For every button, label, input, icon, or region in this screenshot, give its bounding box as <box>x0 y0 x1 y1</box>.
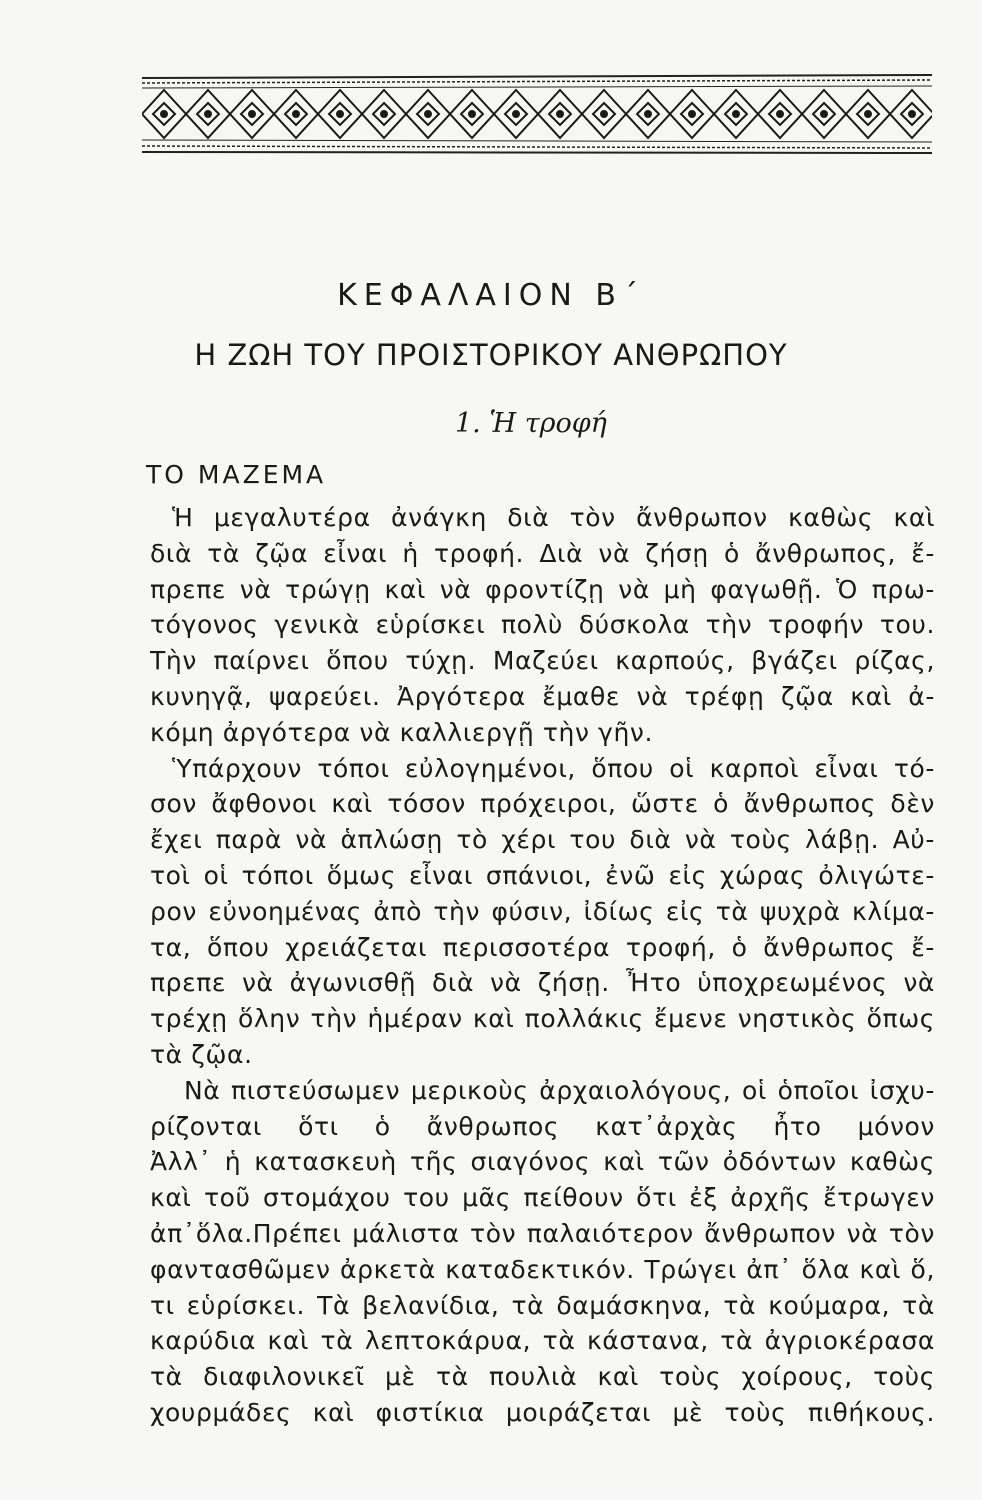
text-line: πρεπε νὰ ἀγωνισθῇ διὰ νὰ ζήσῃ. Ἦτο ὑποχρεωμένος νὰ <box>150 968 935 998</box>
ornament-dot <box>821 111 827 117</box>
text-line: τόγονος γενικὰ εὑρίσκει πολὺ δύσκολα τὴν τροφήν του. <box>150 610 935 640</box>
ornament-dot <box>909 111 915 117</box>
ornament-dot <box>205 111 211 117</box>
text-line: Ἡ μεγαλυτέρα ἀνάγκη διὰ τὸν ἄνθρωπον καθὼς καὶ <box>172 503 935 532</box>
paragraph-2 <box>150 751 935 1073</box>
text-line: τὰ διαφιλονικεῖ μὲ τὰ πουλιὰ καὶ τοὺς χοίρους, τοὺς <box>150 1362 935 1392</box>
ornament-dot <box>601 111 607 117</box>
ornament-dot <box>425 111 431 117</box>
decorative-border-ornament <box>142 72 932 158</box>
text-line: τι εὑρίσκει. Τὰ βελανίδια, τὰ δαμάσκηνα, τὰ κούμαρα, τὰ <box>150 1290 935 1320</box>
text-line: Ὑπάρχουν τόποι εὐλογημένοι, ὅπου οἱ καρποὶ εἶναι τό- <box>172 753 935 783</box>
side-heading: ΤΟ ΜΑΖΕΜΑ <box>146 460 327 489</box>
ornament-dot <box>689 111 695 117</box>
text-line: Τὴν παίρνει ὅπου τύχῃ. Μαζεύει καρπούς, βγάζει ρίζας, <box>150 646 935 676</box>
paragraph-1 <box>150 500 935 751</box>
ornament-dot <box>645 111 651 117</box>
text-line: σον ἄφθονοι καὶ τόσον πρόχειροι, ὥστε ὁ ἄνθρωπος δὲν <box>150 789 935 819</box>
text-line: πρεπε νὰ τρώγῃ καὶ νὰ φροντίζῃ νὰ μὴ φαγωθῇ. Ὁ πρω- <box>150 574 935 604</box>
text-line: χουρμάδες καὶ φιστίκια μοιράζεται μὲ τοὺς πιθήκους. <box>150 1397 935 1427</box>
chapter-heading: ΚΕΦΑΛΑΙΟΝ Β΄ <box>337 278 645 313</box>
text-line: διὰ τὰ ζῷα εἶναι ἡ τροφή. Διὰ νὰ ζήσῃ ὁ ἄνθρωπος, ἔ- <box>150 538 935 568</box>
text-line: τρέχῃ ὅλην τὴν ἡμέραν καὶ πολλάκις ἔμενε νηστικὸς ὅπως <box>150 1004 935 1034</box>
paragraph-3 <box>150 1073 935 1431</box>
text-line: ρίζονται ὅτι ὁ ἄνθρωπος κατ᾽ἀρχὰς ἦτο μόνον <box>150 1111 935 1141</box>
chapter-title: Η ΖΩΗ ΤΟΥ ΠΡΟΙΣΤΟΡΙΚΟΥ ΑΝΘΡΩΠΟΥ <box>194 338 788 372</box>
ornament-dot <box>777 111 783 117</box>
text-line: ἀπ᾽ὅλα.Πρέπει μάλιστα τὸν παλαιότερον ἄνθρωπον νὰ τὸν <box>150 1218 935 1248</box>
text-line: ρον εὐνοημένας ἀπὸ τὴν φύσιν, ἰδίως εἰς τὰ ψυχρὰ κλίμα- <box>150 896 935 926</box>
ornament-dot <box>865 111 871 117</box>
ornament-dot <box>161 111 167 117</box>
text-line: Νὰ πιστεύσωμεν μερικοὺς ἀρχαιολόγους, οἱ ὁποῖοι ἰσχυ- <box>184 1075 935 1105</box>
text-line: κόμη ἀργότερα νὰ καλλιεργῇ τὴν γῆν. <box>150 717 654 747</box>
ornament-dot <box>557 111 563 117</box>
text-line: Ἀλλ᾽ ἡ κατασκευὴ τῆς σιαγόνος καὶ τῶν ὀδόντων καθὼς <box>150 1147 935 1177</box>
text-line: καὶ τοῦ στομάχου του μᾶς πείθουν ὅτι ἐξ ἀρχῆς ἔτρωγεν <box>150 1183 935 1213</box>
ornament-dot <box>249 111 255 117</box>
ornament-dot <box>469 111 475 117</box>
section-title: 1. Ἡ τροφή <box>455 408 607 439</box>
ornament-dot <box>733 111 739 117</box>
ornament-dot <box>513 111 519 117</box>
text-line: ἔχει παρὰ νὰ ἁπλώσῃ τὸ χέρι του διὰ νὰ τοὺς λάβῃ. Αὐ- <box>150 825 935 855</box>
ornament-dot <box>381 111 387 117</box>
text-line: τοὶ οἱ τόποι ὅμως εἶναι σπάνιοι, ἐνῶ εἰς χώρας ὀλιγώτε- <box>150 860 935 890</box>
text-line: τα, ὅπου χρειάζεται περισσοτέρα τροφή, ὁ ἄνθρωπος ἔ- <box>150 932 935 962</box>
text-line: φαντασθῶμεν ἀρκετὰ καταδεκτικόν. Τρώγει ἀπ᾽ ὅλα καὶ ὅ, <box>150 1254 935 1284</box>
text-line: καρύδια καὶ τὰ λεπτοκάρυα, τὰ κάστανα, τὰ ἀγριοκέρασα <box>150 1326 935 1356</box>
ornament-dot <box>293 111 299 117</box>
ornament-dot <box>337 111 343 117</box>
text-line: κυνηγᾷ, ψαρεύει. Ἀργότερα ἔμαθε νὰ τρέφῃ ζῷα καὶ ἀ- <box>150 681 935 711</box>
body-text <box>150 500 935 1431</box>
text-line: τὰ ζῷα. <box>150 1039 253 1069</box>
